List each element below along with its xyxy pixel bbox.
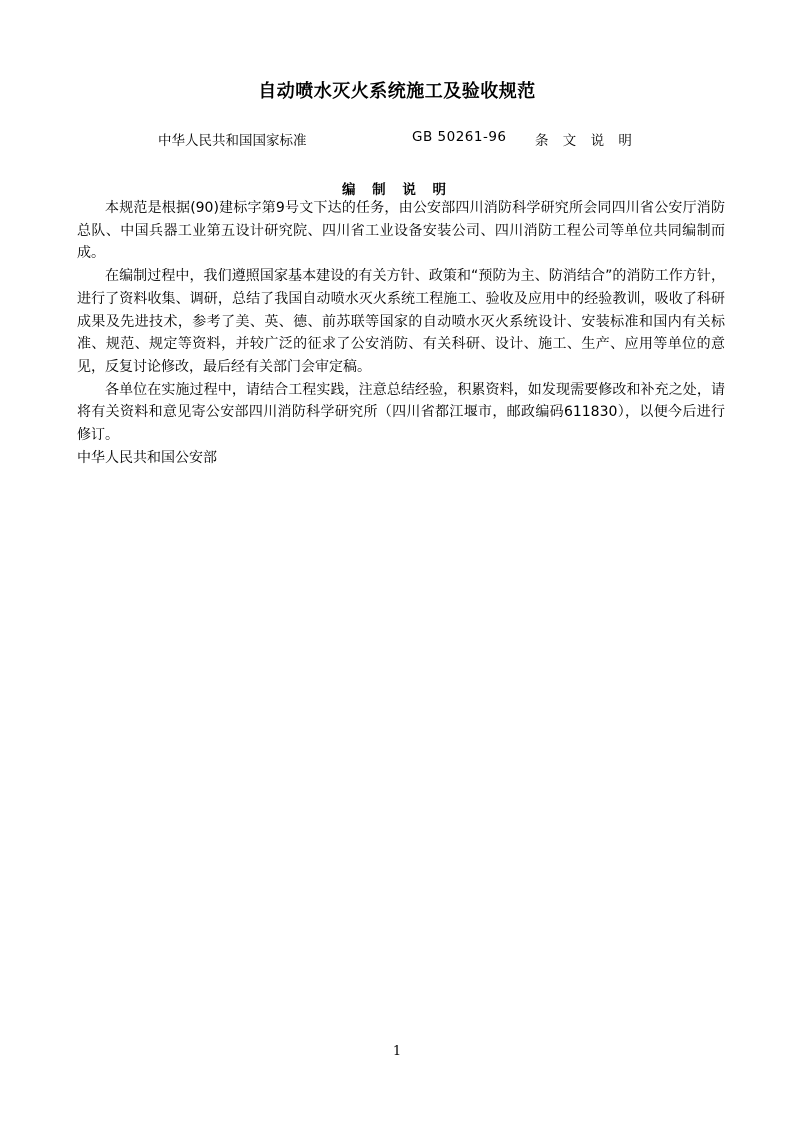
issuer-signature: 中华人民共和国公安部	[77, 449, 217, 466]
paragraph-feedback: 各单位在实施过程中，请结合工程实践，注意总结经验，积累资料，如发现需要修改和补充之处，请将有关资料和意见寄公安部四川消防科学研究所（四川省都江堰市，邮政编码611830），以便今后进行修订。	[77, 381, 725, 444]
body-text	[77, 197, 725, 469]
document-kind: 条 文 说 明	[535, 133, 637, 149]
standard-code: GB 50261-96	[412, 129, 507, 145]
paragraph-process: 在编制过程中，我们遵照国家基本建设的有关方针、政策和“预防为主、防消结合”的消防工作方针，进行了资料收集、调研，总结了我国自动喷水灭火系统工程施工、验收及应用中的经验教训，吸收了科研成果及先进技术，参考了美、英、德、前苏联等国家的自动喷水灭火系统设计、安装标准和国内有关标准、规范、规定等资料，并较广泛的征求了公安消防、有关科研、设计、施工、生产、应用等单位的意见，反复讨论修改，最后经有关部门会审定稿。	[77, 268, 725, 375]
document-title: 自动喷水灭火系统施工及验收规范	[258, 81, 536, 102]
standard-type: 中华人民共和国国家标准	[158, 133, 307, 149]
paragraph-origin: 本规范是根据(90)建标字第9号文下达的任务，由公安部四川消防科学研究所会同四川省公安厅消防总队、中国兵器工业第五设计研究院、四川省工业设备安装公司、四川消防工程公司等单位共同编制而成。	[77, 200, 725, 262]
page-number: 1	[392, 1044, 402, 1059]
section-heading: 编 制 说 明	[341, 182, 453, 198]
